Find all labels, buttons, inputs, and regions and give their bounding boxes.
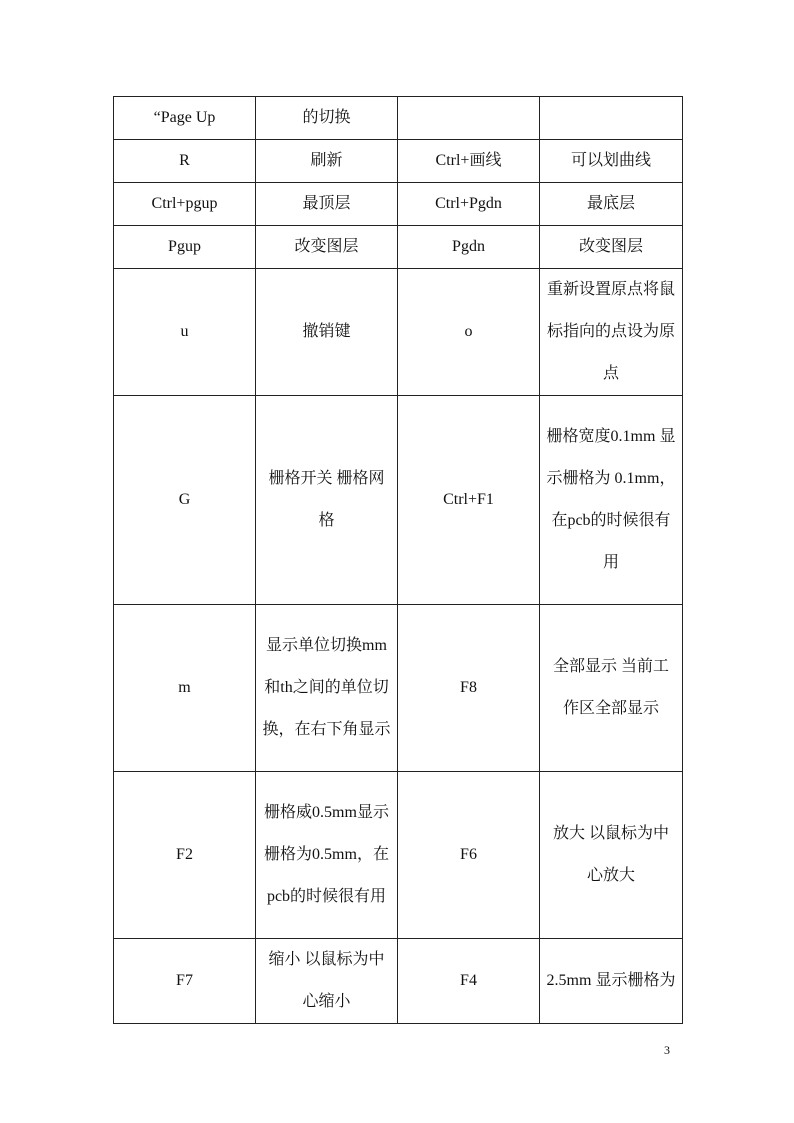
table-cell: 放大 以鼠标为中心放大 <box>540 772 683 939</box>
table-cell: 可以划曲线 <box>540 140 683 183</box>
table-cell: 最顶层 <box>256 183 398 226</box>
table-cell: 2.5mm 显示栅格为 <box>540 939 683 1024</box>
table-cell: 最底层 <box>540 183 683 226</box>
table-cell: 缩小 以鼠标为中心缩小 <box>256 939 398 1024</box>
table-cell: F2 <box>114 772 256 939</box>
table-cell: F7 <box>114 939 256 1024</box>
table-row <box>114 396 683 605</box>
table-cell: m <box>114 605 256 772</box>
table-cell: Ctrl+Pgdn <box>398 183 540 226</box>
table-cell: “Page Up <box>114 97 256 140</box>
table-cell: u <box>114 269 256 396</box>
table-row <box>114 140 683 183</box>
table-cell: 显示单位切换mm和th之间的单位切换，在右下角显示 <box>256 605 398 772</box>
table-cell <box>398 97 540 140</box>
shortcut-table <box>113 96 683 1024</box>
table-cell: Ctrl+画线 <box>398 140 540 183</box>
table-cell: 改变图层 <box>256 226 398 269</box>
table-row <box>114 226 683 269</box>
table-cell: 栅格宽度0.1mm 显示栅格为 0.1mm，在pcb的时候很有用 <box>540 396 683 605</box>
table-cell <box>540 97 683 140</box>
table-row <box>114 269 683 396</box>
table-cell: F6 <box>398 772 540 939</box>
table-cell: Ctrl+pgup <box>114 183 256 226</box>
table-row <box>114 183 683 226</box>
table-cell: 栅格威0.5mm显示栅格为0.5mm，在pcb的时候很有用 <box>256 772 398 939</box>
table-cell: o <box>398 269 540 396</box>
table-cell: F8 <box>398 605 540 772</box>
table-cell: 撤销键 <box>256 269 398 396</box>
table-cell: 栅格开关 栅格网格 <box>256 396 398 605</box>
table-cell: F4 <box>398 939 540 1024</box>
table-row <box>114 605 683 772</box>
table-cell: Pgdn <box>398 226 540 269</box>
page-number: 3 <box>664 1043 670 1057</box>
table-cell: 全部显示 当前工作区全部显示 <box>540 605 683 772</box>
table-cell: Pgup <box>114 226 256 269</box>
table-cell: 重新设置原点将鼠标指向的点设为原点 <box>540 269 683 396</box>
table-cell: R <box>114 140 256 183</box>
table-row <box>114 939 683 1024</box>
shortcut-table-body <box>114 97 683 1024</box>
table-row <box>114 772 683 939</box>
table-cell: 的切换 <box>256 97 398 140</box>
table-row <box>114 97 683 140</box>
table-cell: G <box>114 396 256 605</box>
table-cell: Ctrl+F1 <box>398 396 540 605</box>
table-cell: 刷新 <box>256 140 398 183</box>
table-cell: 改变图层 <box>540 226 683 269</box>
